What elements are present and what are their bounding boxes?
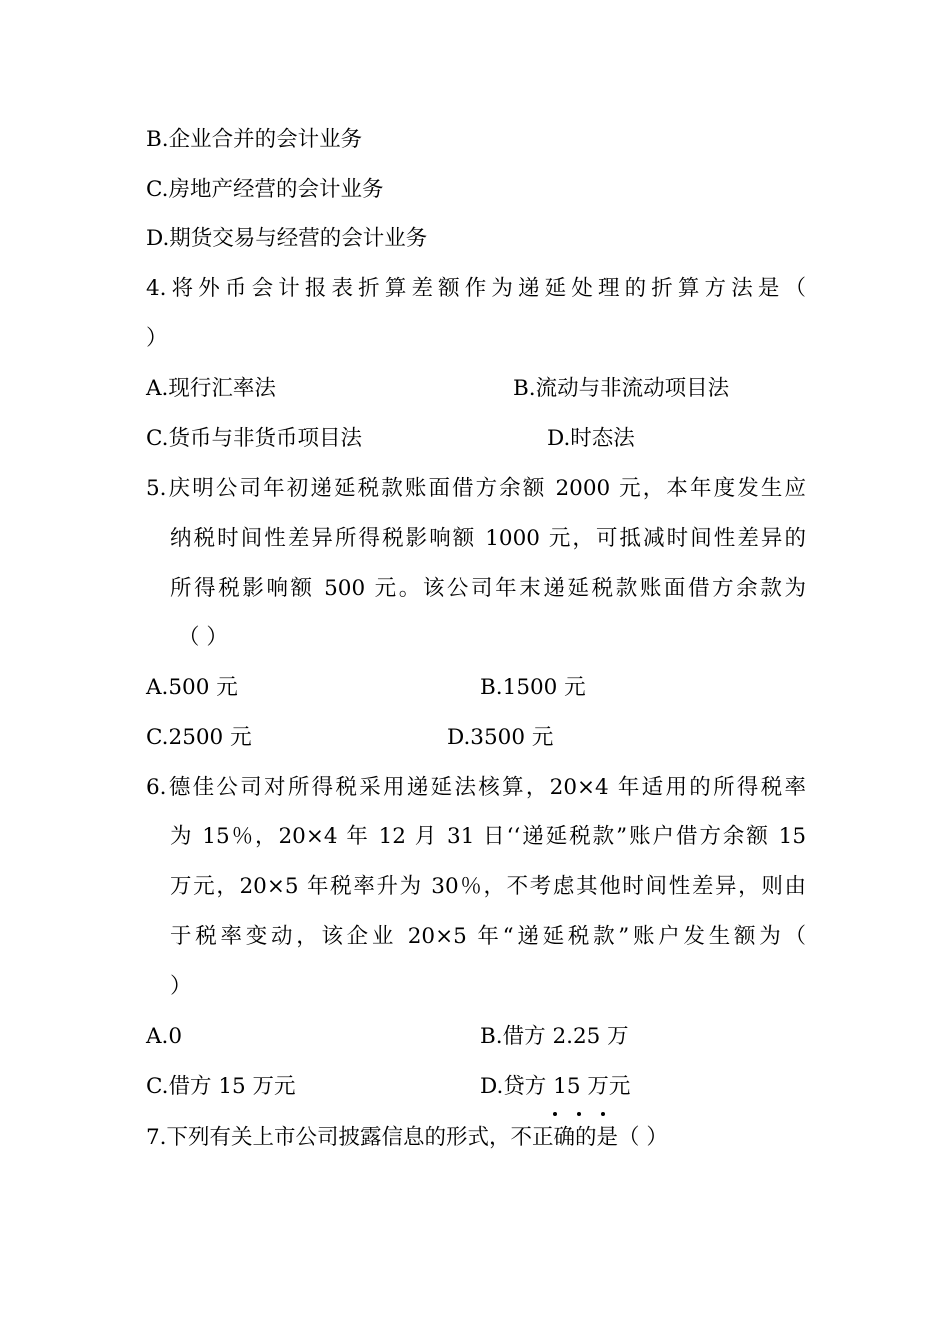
q6-option-d: D.贷方 15 万元 xyxy=(480,1074,631,1099)
emphasis-dot xyxy=(553,1112,557,1116)
q6-stem-line4: 于税率变动，该企业 20×5 年“递延税款”账户发生额为（ xyxy=(170,924,806,949)
q6-stem-line5: ） xyxy=(170,974,192,999)
q6-stem-line2: 为 15％，20×4 年 12 月 31 日‘‘递延税款”账户借方余额 15 xyxy=(170,824,806,849)
q6-option-b: B.借方 2.25 万 xyxy=(480,1024,629,1049)
q7-stem-emphasis: 不正确 xyxy=(510,1125,576,1150)
q5-option-d: D.3500 元 xyxy=(447,725,554,750)
q7-stem-before: 7.下列有关上市公司披露信息的形式， xyxy=(146,1125,511,1150)
q4-option-a: A.现行汇率法 xyxy=(146,376,276,401)
q6-option-a: A.0 xyxy=(146,1024,183,1049)
emphasis-dot xyxy=(601,1112,605,1116)
q3-option-d: D.期货交易与经营的会计业务 xyxy=(146,226,428,251)
q3-option-b: B.企业合并的会计业务 xyxy=(146,127,363,152)
q5-stem-line2: 纳税时间性差异所得税影响额 1000 元，可抵减时间性差异的 xyxy=(170,526,806,551)
q4-stem-line1: 4.将外币会计报表折算差额作为递延处理的折算方法是（ xyxy=(146,276,806,301)
q4-stem-line2: ） xyxy=(146,326,168,351)
q6-stem-line3: 万元，20×5 年税率升为 30％，不考虑其他时间性差异，则由 xyxy=(170,874,806,899)
q6-option-c: C.借方 15 万元 xyxy=(146,1074,296,1099)
q6-stem-line1: 6.德佳公司对所得税采用递延法核算，20×4 年适用的所得税率 xyxy=(146,775,806,800)
q5-stem-line1: 5.庆明公司年初递延税款账面借方余额 2000 元，本年度发生应 xyxy=(146,476,806,501)
q4-option-b: B.流动与非流动项目法 xyxy=(513,376,730,401)
q7-stem-after: 的是（ ） xyxy=(575,1125,668,1150)
q5-answer-blank: （ ） xyxy=(178,625,228,650)
q3-option-c: C.房地产经营的会计业务 xyxy=(146,177,384,202)
q5-option-c: C.2500 元 xyxy=(146,725,252,750)
q5-option-b: B.1500 元 xyxy=(480,675,586,700)
q4-option-c: C.货币与非货币项目法 xyxy=(146,426,363,451)
q4-option-d: D.时态法 xyxy=(547,426,635,451)
emphasis-dot xyxy=(577,1112,581,1116)
q7-stem xyxy=(146,1123,668,1153)
q5-option-a: A.500 元 xyxy=(146,675,238,700)
q5-stem-line3: 所得税影响额 500 元。该公司年末递延税款账面借方余款为 xyxy=(170,576,806,601)
